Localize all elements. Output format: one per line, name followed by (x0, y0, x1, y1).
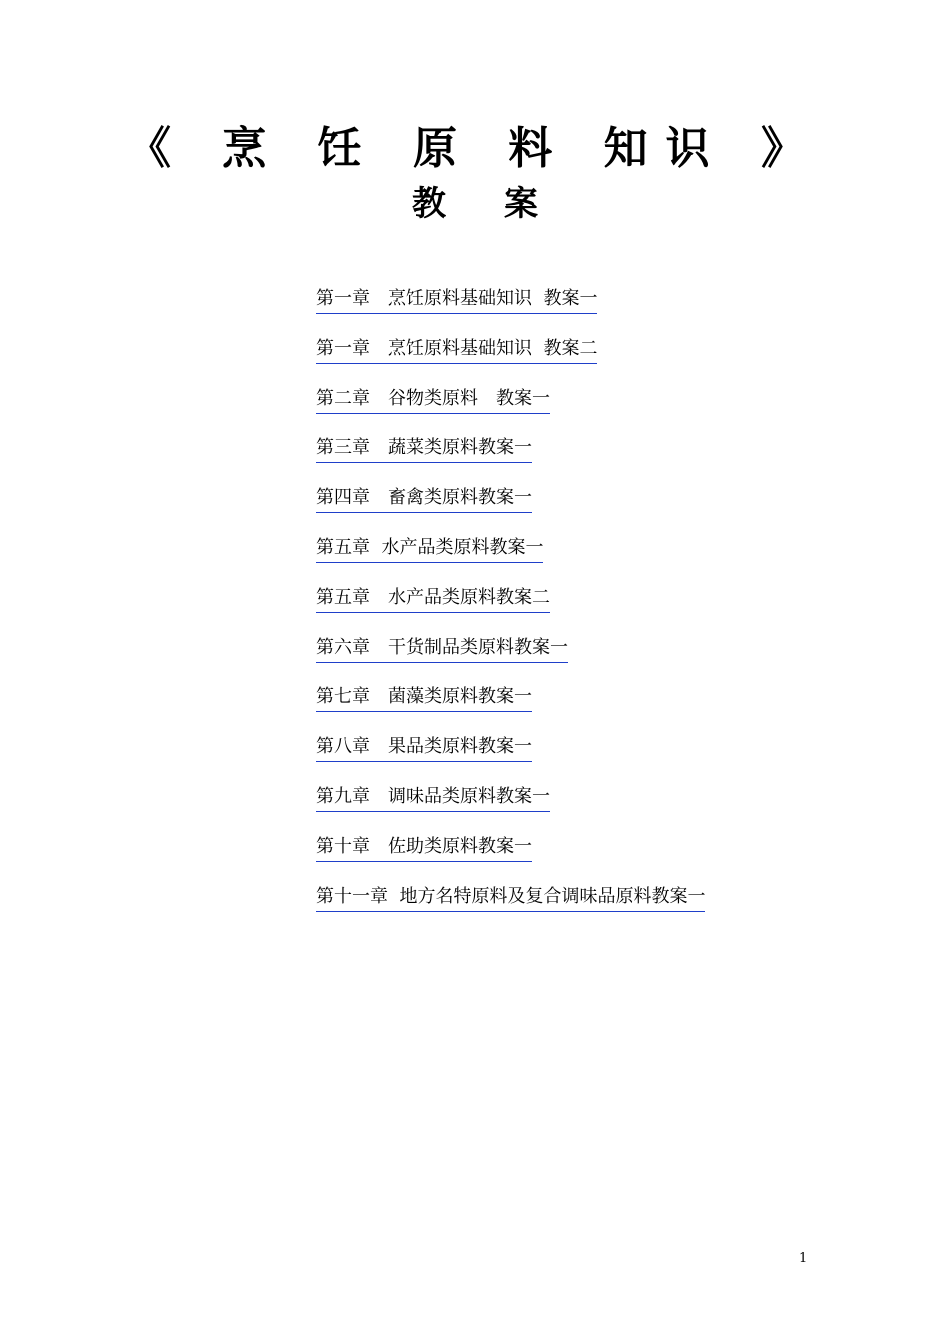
toc-item (316, 285, 705, 335)
toc-link-ch10-plan1[interactable]: 第十章 佐助类原料教案一 (316, 833, 532, 862)
toc-link-ch6-plan1[interactable]: 第六章 干货制品类原料教案一 (316, 634, 568, 663)
toc-link-ch1-plan1[interactable]: 第一章 烹饪原料基础知识 教案一 (316, 285, 597, 314)
toc-link-ch11-plan1[interactable]: 第十一章 地方名特原料及复合调味品原料教案一 (316, 883, 705, 912)
toc-link-ch2-plan1[interactable]: 第二章 谷物类原料 教案一 (316, 385, 550, 414)
toc-link-ch7-plan1[interactable]: 第七章 菌藻类原料教案一 (316, 683, 532, 712)
toc-link-ch8-plan1[interactable]: 第八章 果品类原料教案一 (316, 733, 532, 762)
document-subtitle: 教案 (412, 184, 596, 224)
toc-item (316, 584, 705, 634)
toc-item (316, 683, 705, 733)
toc-link-ch1-plan2[interactable]: 第一章 烹饪原料基础知识 教案二 (316, 335, 597, 364)
toc-link-ch5-plan2[interactable]: 第五章 水产品类原料教案二 (316, 584, 550, 613)
table-of-contents (316, 285, 705, 932)
document-title: 《 烹 饪 原 料 知识 》 (127, 123, 823, 175)
toc-item (316, 833, 705, 883)
toc-link-ch9-plan1[interactable]: 第九章 调味品类原料教案一 (316, 783, 550, 812)
toc-item (316, 783, 705, 833)
toc-item (316, 434, 705, 484)
toc-item (316, 534, 705, 584)
toc-item (316, 733, 705, 783)
toc-item (316, 335, 705, 385)
toc-item (316, 883, 705, 933)
toc-link-ch3-plan1[interactable]: 第三章 蔬菜类原料教案一 (316, 434, 532, 463)
toc-item (316, 634, 705, 684)
toc-item (316, 484, 705, 534)
toc-item (316, 385, 705, 435)
toc-link-ch4-plan1[interactable]: 第四章 畜禽类原料教案一 (316, 484, 532, 513)
page-number: 1 (799, 1251, 808, 1266)
toc-link-ch5-plan1[interactable]: 第五章 水产品类原料教案一 (316, 534, 543, 563)
